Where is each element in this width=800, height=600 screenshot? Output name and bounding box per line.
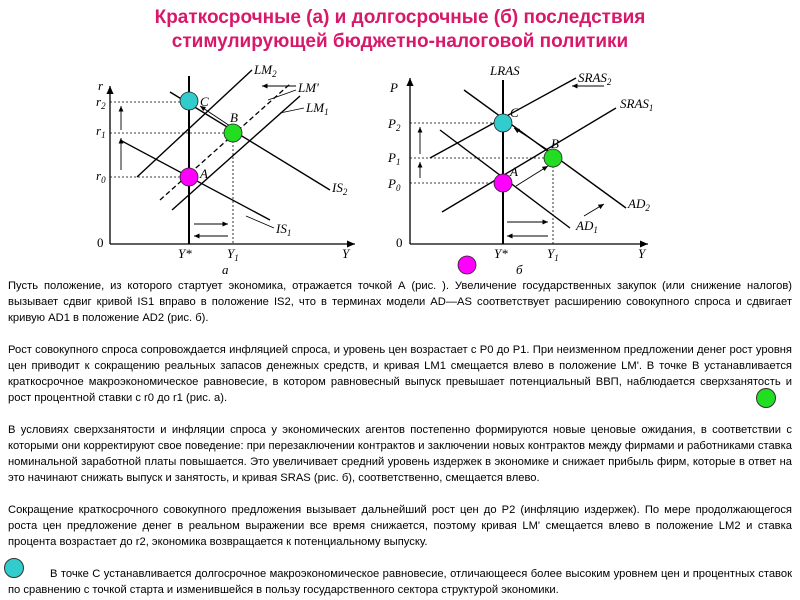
chart-b-ad-shift-arrow-2 xyxy=(584,204,604,216)
chart-a-point-a xyxy=(180,168,198,186)
chart-a-origin: 0 xyxy=(97,235,104,250)
chart-a-is2-label: $IS_2$ xyxy=(332,180,348,197)
chart-b-ad2-label: $AD_2$ xyxy=(628,196,650,213)
chart-b-point-c-label: C xyxy=(510,105,519,120)
paragraph-5: В точке С устанавливается долгосрочное макроэкономическое равновесие, отличающееся более высоким уровнем цен и процентных ставок по сравнению с точкой старта и изменившейся в пользу государственного сектора структурой экономики. xyxy=(8,568,792,596)
chart-b-origin: 0 xyxy=(396,235,403,250)
chart-b-ad2-curve xyxy=(464,90,626,208)
chart-b-caption: б xyxy=(516,262,523,277)
chart-a-r0-tick: $r_0$ xyxy=(96,168,106,185)
chart-a-lm1-label: $LM_1$ xyxy=(306,100,329,117)
chart-b-x-axis-label: Y xyxy=(638,246,646,261)
chart-b-ad-as xyxy=(387,63,653,277)
chart-a-caption: а xyxy=(222,262,229,277)
paragraph-4: Сокращение краткосрочного совокупного предложения вызывает дальнейший рост цен до P2 (инфляцию издержек). По мере продолжающегося роста цен предложение денег в реальном выражении все время снижается, поэтому кривая LM' смещается влево в положение LM2 и ставка процента возрастает до r2, экономика возвращается к потенциальному выпуску. xyxy=(8,504,792,548)
chart-a-r2-tick: $r_2$ xyxy=(96,94,106,111)
chart-b-p0-tick: $P_0$ xyxy=(388,176,401,193)
is-lm-ad-as-diagrams xyxy=(0,0,800,280)
marker-dot-a-magenta xyxy=(458,256,476,274)
title-line-1: Краткосрочные (а) и долгосрочные (б) последствия xyxy=(154,7,646,28)
marker-dot-c-cyan xyxy=(4,558,24,578)
chart-a-ystar-tick: Y* xyxy=(178,246,192,261)
chart-b-point-b-label: B xyxy=(551,136,559,151)
paragraph-3: В условиях сверхзанятости и инфляции спроса у экономических агентов постепенно формируются новые ценовые ожидания, в соответствии с которыми они корректируют свое поведение: при перезаключении контрактов и заключении новых контрактов между фирмами и работниками ставка номинальной заработной платы повышается. Это увеличивает средний уровень издержек в экономике и снижает прибыль фирм, которые в ответ на это начинают снижать выпуск и занятость, и кривая SRAS (рис. б), соответственно, смещается влево. xyxy=(8,424,792,484)
chart-a-point-b xyxy=(224,124,242,142)
chart-a-point-c-label: C xyxy=(200,94,209,109)
chart-a-y1-tick: $Y_1$ xyxy=(227,246,239,263)
marker-dot-b-green xyxy=(756,388,776,408)
chart-a-lm2-label: $LM_2$ xyxy=(254,62,277,79)
chart-b-sras2-label: $SRAS_2$ xyxy=(578,70,612,87)
chart-a-x-axis-label: Y xyxy=(342,246,350,261)
chart-a-y-axis-label: r xyxy=(98,78,104,93)
chart-b-y-axis-label: P xyxy=(390,80,398,95)
chart-b-point-a-label: A xyxy=(510,164,518,179)
paragraph-1: Пусть положение, из которого стартует экономика, отражается точкой А (рис. ). Увеличение государственных закупок (или снижение налогов) вызывает сдвиг кривой IS1 вправо в положение IS2, что в терминах модели AD—AS соответствует расширению совокупного спроса и сдвигает кривую AD1 в положение AD2 (рис. б). xyxy=(8,280,792,324)
explanation-text xyxy=(8,278,792,598)
chart-a-point-a-label: A xyxy=(200,166,208,181)
chart-b-p2-tick: $P_2$ xyxy=(388,116,401,133)
chart-b-sras1-label: $SRAS_1$ xyxy=(620,96,654,113)
paragraph-2: Рост совокупного спроса сопровождается инфляцией спроса, и уровень цен возрастает с P0 до P1. При неизменном предложении денег рост уровня цен приводит к сокращению реальных запасов денежных средств, и кривая LM1 смещается влево в положение LM'. В точке В устанавливается краткосрочное макроэкономическое равновесие, в котором равновесный выпуск превышает потенциальный ВВП, наблюдается сверхзанятость и рост процентной ставки с r0 до r1 (рис. а). xyxy=(8,344,792,404)
chart-b-lras-label: LRAS xyxy=(490,63,520,78)
chart-a-point-c xyxy=(180,92,198,110)
chart-b-ad1-label: $AD_1$ xyxy=(576,218,598,235)
chart-b-ad-shift-arrow xyxy=(516,166,548,186)
chart-b-p1-tick: $P_1$ xyxy=(388,150,401,167)
chart-a-r1-tick: $r_1$ xyxy=(96,123,106,140)
chart-a-point-b-label: B xyxy=(230,110,238,125)
chart-a-lm-shift-arrow-2 xyxy=(200,106,230,126)
chart-a-is1-label: $IS_1$ xyxy=(276,221,292,238)
chart-b-ystar-tick: Y* xyxy=(494,246,508,261)
title-line-2: стимулирующей бюджетно-налоговой политики xyxy=(171,31,629,52)
chart-a-lmprime-label: LM' xyxy=(298,80,319,95)
chart-b-point-b xyxy=(544,149,562,167)
chart-a-lmprime-curve xyxy=(160,84,290,200)
chart-a-is1-leader xyxy=(246,216,274,228)
chart-a-is-lm xyxy=(96,62,355,277)
chart-b-sras-shift-arrow-2 xyxy=(514,128,548,150)
chart-b-y1-tick: $Y_1$ xyxy=(547,246,559,263)
